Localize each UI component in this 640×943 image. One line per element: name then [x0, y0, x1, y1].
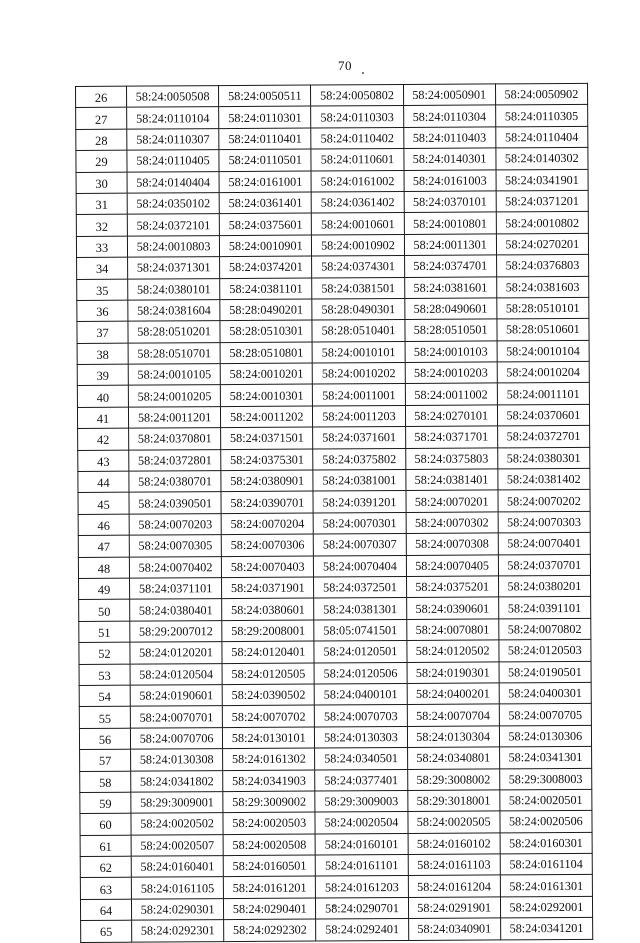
cadastral-number-cell: 58:05:0741501 [314, 619, 406, 641]
cadastral-number-cell: 58:24:0020507 [131, 834, 223, 856]
cadastral-number-cell: 58:24:0010204 [497, 361, 589, 383]
cadastral-number-cell: 58:24:0140404 [127, 171, 219, 193]
cadastral-number-cell: 58:24:0381604 [128, 300, 220, 322]
row-number: 56 [79, 728, 130, 750]
cadastral-number-cell: 58:24:0292001 [500, 896, 592, 918]
row-number: 59 [80, 792, 131, 814]
cadastral-number-cell: 58:24:0381301 [314, 598, 406, 620]
table-row [79, 618, 591, 643]
table-row [79, 704, 591, 729]
cadastral-number-cell: 58:24:0340501 [315, 748, 407, 770]
cadastral-number-cell: 58:24:0070802 [499, 618, 591, 640]
cadastral-number-cell: 58:24:0110305 [495, 105, 587, 127]
row-number: 31 [76, 193, 127, 215]
cadastral-number-cell: 58:24:0290401 [224, 898, 316, 920]
cadastral-number-cell: 58:24:0070705 [499, 704, 591, 726]
row-number: 40 [77, 386, 128, 408]
cadastral-number-cell: 58:24:0011203 [313, 405, 405, 427]
cadastral-number-cell: 58:24:0371301 [128, 257, 220, 279]
cadastral-number-cell: 58:24:0070202 [498, 490, 590, 512]
row-number: 54 [79, 685, 130, 707]
cadastral-number-cell: 58:24:0161103 [408, 854, 500, 876]
row-number: 30 [76, 172, 127, 194]
table-row [80, 789, 592, 814]
row-number: 37 [77, 321, 128, 343]
row-number: 48 [78, 557, 129, 579]
cadastral-number-cell: 58:29:3009002 [223, 791, 315, 813]
cadastral-number-cell: 58:24:0390701 [221, 491, 313, 513]
cadastral-number-cell: 58:28:0510201 [128, 321, 220, 343]
cadastral-number-cell: 58:24:0130306 [499, 725, 591, 747]
cadastral-number-cell: 58:24:0290301 [131, 898, 223, 920]
cadastral-number-cell: 58:24:0371701 [405, 426, 497, 448]
cadastral-number-cell: 58:24:0361401 [219, 192, 311, 214]
cadastral-number-cell: 58:24:0161101 [316, 855, 408, 877]
cadastral-number-cell: 58:24:0070702 [222, 705, 314, 727]
cadastral-number-cell: 58:24:0380601 [222, 598, 314, 620]
table-row [77, 319, 589, 344]
cadastral-number-cell: 58:24:0050511 [219, 85, 311, 107]
cadastral-number-cell: 58:24:0011002 [405, 383, 497, 405]
cadastral-number-cell: 58:24:0010105 [128, 364, 220, 386]
table-row [76, 190, 588, 215]
table-row [78, 490, 590, 515]
row-number: 29 [76, 150, 127, 172]
table-row [80, 832, 592, 857]
table-row [79, 682, 591, 707]
table-row [79, 575, 591, 600]
cadastral-number-cell: 58:24:0070308 [406, 533, 498, 555]
table-row [80, 875, 592, 900]
cadastral-number-cell: 58:24:0110104 [127, 107, 219, 129]
table-body [76, 83, 593, 942]
cadastral-number-cell: 58:24:0341903 [223, 770, 315, 792]
cadastral-number-cell: 58:24:0070204 [221, 513, 313, 535]
cadastral-number-cell: 58:24:0370601 [497, 404, 589, 426]
cadastral-number-cell: 58:24:0011202 [221, 406, 313, 428]
table-row [78, 554, 590, 579]
cadastral-number-cell: 58:24:0270101 [405, 405, 497, 427]
cadastral-number-cell: 58:24:0050802 [311, 84, 403, 106]
cadastral-number-cell: 58:24:0374201 [220, 256, 312, 278]
cadastral-number-cell: 58:24:0371201 [496, 190, 588, 212]
cadastral-number-cell: 58:24:0375301 [221, 449, 313, 471]
row-number: 57 [80, 749, 131, 771]
cadastral-number-cell: 58:24:0010803 [127, 235, 219, 257]
cadastral-number-cell: 58:24:0380201 [498, 575, 590, 597]
cadastral-number-cell: 58:24:0381101 [220, 278, 312, 300]
cadastral-number-cell: 58:24:0391201 [313, 491, 405, 513]
cadastral-number-cell: 58:24:0291901 [408, 897, 500, 919]
cadastral-number-cell: 58:28:0490601 [404, 298, 496, 320]
cadastral-number-cell: 58:24:0110401 [219, 128, 311, 150]
cadastral-number-cell: 58:24:0380901 [221, 470, 313, 492]
cadastral-number-cell: 58:24:0120505 [222, 663, 314, 685]
cadastral-number-cell: 58:24:0161203 [316, 876, 408, 898]
cadastral-number-cell: 58:24:0160501 [223, 855, 315, 877]
cadastral-number-cell: 58:24:0381601 [404, 276, 496, 298]
cadastral-number-cell: 58:24:0372501 [314, 576, 406, 598]
cadastral-number-cell: 58:24:0341201 [500, 918, 592, 940]
cadastral-number-cell: 58:24:0050902 [495, 83, 587, 105]
cadastral-number-cell: 58:24:0010101 [312, 341, 404, 363]
cadastral-number-cell: 58:24:0375601 [219, 213, 311, 235]
cadastral-number-cell: 58:24:0290701 [316, 897, 408, 919]
cadastral-number-cell: 58:24:0376803 [496, 254, 588, 276]
cadastral-number-cell: 58:24:0372101 [127, 214, 219, 236]
cadastral-number-cell: 58:24:0110303 [311, 106, 403, 128]
cadastral-number-cell: 58:29:3018001 [407, 790, 499, 812]
row-number: 27 [76, 108, 127, 130]
cadastral-number-cell: 58:24:0020506 [500, 811, 592, 833]
table-row [76, 233, 588, 258]
cadastral-number-cell: 58:29:3008003 [499, 768, 591, 790]
cadastral-number-cell: 58:24:0341301 [499, 746, 591, 768]
cadastral-number-cell: 58:24:0120504 [130, 663, 222, 685]
cadastral-number-cell: 58:24:0380701 [129, 471, 221, 493]
table-row [78, 511, 590, 536]
cadastral-number-cell: 58:29:3009003 [315, 790, 407, 812]
table-row [80, 811, 592, 836]
cadastral-number-cell: 58:24:0070801 [406, 619, 498, 641]
cadastral-number-cell: 58:24:0110304 [403, 105, 495, 127]
cadastral-number-table [75, 83, 593, 943]
cadastral-number-cell: 58:28:0490201 [220, 299, 312, 321]
cadastral-number-cell: 58:24:0161204 [408, 875, 500, 897]
cadastral-number-cell: 58:24:0010203 [405, 362, 497, 384]
cadastral-number-cell: 58:24:0375802 [313, 448, 405, 470]
row-number: 38 [77, 343, 128, 365]
cadastral-number-cell: 58:24:0070401 [498, 533, 590, 555]
cadastral-number-cell: 58:24:0130308 [131, 749, 223, 771]
cadastral-number-cell: 58:24:0161003 [404, 169, 496, 191]
table-row [77, 361, 589, 386]
cadastral-number-cell: 58:24:0375803 [405, 448, 497, 470]
cadastral-number-cell: 58:24:0381401 [405, 469, 497, 491]
cadastral-number-cell: 58:24:0070305 [129, 535, 221, 557]
cadastral-number-cell: 58:24:0130101 [223, 727, 315, 749]
row-number: 33 [76, 236, 127, 258]
cadastral-number-cell: 58:24:0020503 [223, 812, 315, 834]
row-number: 58 [80, 771, 131, 793]
cadastral-number-cell: 58:24:0120503 [499, 640, 591, 662]
row-number: 65 [81, 920, 132, 942]
cadastral-number-cell: 58:24:0375201 [406, 576, 498, 598]
cadastral-number-cell: 58:24:0011001 [313, 384, 405, 406]
cadastral-number-cell: 58:24:0372801 [129, 449, 221, 471]
table-row [77, 297, 589, 322]
cadastral-number-cell: 58:24:0371901 [222, 577, 314, 599]
cadastral-number-cell: 58:24:0340801 [407, 747, 499, 769]
table-row [79, 640, 591, 665]
cadastral-number-cell: 58:28:0510401 [312, 320, 404, 342]
cadastral-number-cell: 58:24:0010802 [496, 212, 588, 234]
table-row [76, 83, 588, 108]
row-number: 49 [79, 578, 130, 600]
row-number: 44 [78, 471, 129, 493]
cadastral-number-cell: 58:29:3009001 [131, 791, 223, 813]
row-number: 36 [77, 300, 128, 322]
table-row [77, 254, 589, 279]
row-number: 62 [80, 856, 131, 878]
page-number: 70 [338, 58, 352, 73]
row-number: 55 [79, 707, 130, 729]
cadastral-number-cell: 58:24:0010801 [404, 212, 496, 234]
cadastral-number-cell: 58:24:0020502 [131, 813, 223, 835]
cadastral-number-cell: 58:28:0510601 [497, 319, 589, 341]
table-row [77, 404, 589, 429]
cadastral-number-cell: 58:24:0070402 [129, 556, 221, 578]
row-number: 64 [80, 899, 131, 921]
cadastral-number-cell: 58:28:0510301 [220, 320, 312, 342]
cadastral-number-cell: 58:24:0160401 [131, 856, 223, 878]
cadastral-number-cell: 58:24:0010103 [405, 341, 497, 363]
cadastral-number-cell: 58:24:0050508 [127, 86, 219, 108]
cadastral-number-cell: 58:24:0110404 [496, 126, 588, 148]
cadastral-number-cell: 58:24:0050901 [403, 84, 495, 106]
row-number: 45 [78, 493, 129, 515]
cadastral-number-cell: 58:24:0350102 [127, 193, 219, 215]
row-number: 39 [77, 364, 128, 386]
cadastral-number-cell: 58:24:0381402 [498, 468, 590, 490]
cadastral-number-cell: 58:24:0110301 [219, 106, 311, 128]
cadastral-number-cell: 58:29:2007012 [130, 620, 222, 642]
row-number: 53 [79, 664, 130, 686]
cadastral-number-cell: 58:24:0070403 [222, 556, 314, 578]
cadastral-number-cell: 58:24:0161105 [131, 877, 223, 899]
cadastral-number-cell: 58:24:0070306 [221, 534, 313, 556]
cadastral-number-cell: 58:24:0120501 [314, 641, 406, 663]
row-number: 46 [78, 514, 129, 536]
cadastral-number-cell: 58:24:0370801 [129, 428, 221, 450]
cadastral-number-cell: 58:24:0010104 [497, 340, 589, 362]
cadastral-number-cell: 58:24:0400301 [499, 682, 591, 704]
cadastral-number-cell: 58:24:0010601 [312, 213, 404, 235]
cadastral-number-cell: 58:24:0010301 [221, 385, 313, 407]
cadastral-number-cell: 58:24:0377401 [315, 769, 407, 791]
scan-speck [362, 72, 364, 74]
table-row [79, 597, 591, 622]
cadastral-number-cell: 58:24:0390501 [129, 492, 221, 514]
cadastral-number-cell: 58:24:0361402 [312, 191, 404, 213]
cadastral-number-cell: 58:24:0010901 [220, 235, 312, 257]
cadastral-number-cell: 58:24:0011101 [497, 383, 589, 405]
cadastral-number-cell: 58:24:0070404 [314, 555, 406, 577]
cadastral-number-cell: 58:24:0011201 [128, 406, 220, 428]
table-row [76, 169, 588, 194]
cadastral-number-cell: 58:24:0070706 [130, 727, 222, 749]
cadastral-number-cell: 58:24:0270201 [496, 233, 588, 255]
table-row [76, 148, 588, 173]
cadastral-number-cell: 58:24:0070307 [314, 534, 406, 556]
cadastral-number-cell: 58:24:0120506 [314, 662, 406, 684]
cadastral-number-cell: 58:24:0371501 [221, 427, 313, 449]
row-number: 41 [77, 407, 128, 429]
cadastral-number-cell: 58:24:0020505 [408, 811, 500, 833]
cadastral-number-cell: 58:24:0070302 [406, 512, 498, 534]
cadastral-number-cell: 58:24:0120201 [130, 642, 222, 664]
cadastral-number-cell: 58:24:0371601 [313, 427, 405, 449]
table-row [79, 661, 591, 686]
cadastral-number-cell: 58:29:3008002 [407, 768, 499, 790]
row-number: 63 [80, 878, 131, 900]
table-row [78, 468, 590, 493]
cadastral-number-cell: 58:24:0010201 [220, 363, 312, 385]
cadastral-number-cell: 58:24:0400201 [407, 683, 499, 705]
cadastral-number-cell: 58:24:0110501 [219, 149, 311, 171]
cadastral-number-cell: 58:24:0120502 [406, 640, 498, 662]
cadastral-number-cell: 58:24:0381603 [496, 276, 588, 298]
table-row [76, 126, 588, 151]
cadastral-number-cell: 58:24:0140301 [403, 148, 495, 170]
row-number: 52 [79, 642, 130, 664]
cadastral-number-cell: 58:24:0010202 [313, 363, 405, 385]
table-row [77, 276, 589, 301]
cadastral-number-cell: 58:24:0110403 [403, 127, 495, 149]
cadastral-number-cell: 58:28:0510501 [404, 319, 496, 341]
cadastral-number-cell: 58:24:0110601 [311, 149, 403, 171]
table-row [76, 105, 588, 130]
table-row [78, 426, 590, 451]
table-row [77, 383, 589, 408]
cadastral-number-cell: 58:24:0374701 [404, 255, 496, 277]
cadastral-number-cell: 58:24:0381501 [312, 277, 404, 299]
cadastral-number-cell: 58:24:0380301 [497, 447, 589, 469]
cadastral-number-cell: 58:24:0161301 [500, 875, 592, 897]
cadastral-number-cell: 58:24:0070203 [129, 513, 221, 535]
row-number: 43 [78, 450, 129, 472]
cadastral-number-cell: 58:24:0370701 [498, 554, 590, 576]
cadastral-number-cell: 58:24:0070704 [407, 704, 499, 726]
cadastral-number-cell: 58:24:0070201 [406, 490, 498, 512]
table-row [80, 896, 592, 921]
cadastral-number-cell: 58:24:0380101 [128, 278, 220, 300]
table-row [79, 725, 591, 750]
cadastral-number-cell: 58:24:0160102 [408, 833, 500, 855]
table-row [81, 918, 593, 943]
cadastral-number-cell: 58:24:0160101 [315, 833, 407, 855]
row-number: 50 [79, 600, 130, 622]
cadastral-number-cell: 58:24:0380401 [130, 599, 222, 621]
cadastral-number-cell: 58:24:0010205 [128, 385, 220, 407]
row-number: 35 [77, 279, 128, 301]
cadastral-number-cell: 58:24:0292401 [316, 919, 408, 941]
cadastral-number-cell: 58:29:2008001 [222, 620, 314, 642]
cadastral-number-cell: 58:24:0370101 [404, 191, 496, 213]
cadastral-number-cell: 58:24:0020504 [315, 812, 407, 834]
cadastral-number-cell: 58:24:0070303 [498, 511, 590, 533]
cadastral-number-cell: 58:24:0020508 [223, 834, 315, 856]
cadastral-number-cell: 58:24:0341901 [496, 169, 588, 191]
cadastral-number-cell: 58:24:0372701 [497, 426, 589, 448]
cadastral-number-cell: 58:24:0161302 [223, 748, 315, 770]
cadastral-number-cell: 58:24:0110307 [127, 128, 219, 150]
cadastral-number-cell: 58:24:0391101 [498, 597, 590, 619]
cadastral-number-cell: 58:24:0070703 [315, 705, 407, 727]
row-number: 47 [78, 535, 129, 557]
cadastral-number-cell: 58:24:0110402 [311, 127, 403, 149]
cadastral-number-cell: 58:24:0374301 [312, 256, 404, 278]
table-row [80, 768, 592, 793]
cadastral-number-cell: 58:24:0340901 [408, 918, 500, 940]
cadastral-number-cell: 58:24:0381001 [313, 470, 405, 492]
cadastral-number-cell: 58:24:0160301 [500, 832, 592, 854]
cadastral-number-cell: 58:24:0292301 [132, 920, 224, 942]
row-number: 51 [79, 621, 130, 643]
cadastral-number-cell: 58:28:0510701 [128, 342, 220, 364]
table-row [80, 746, 592, 771]
row-number: 61 [80, 835, 131, 857]
table-row [76, 212, 588, 237]
cadastral-number-cell: 58:24:0011301 [404, 234, 496, 256]
table-row [80, 853, 592, 878]
cadastral-number-cell: 58:24:0020501 [500, 789, 592, 811]
cadastral-number-cell: 58:24:0390601 [406, 597, 498, 619]
cadastral-number-cell: 58:24:0130303 [315, 726, 407, 748]
row-number: 34 [77, 257, 128, 279]
cadastral-number-cell: 58:24:0010902 [312, 234, 404, 256]
cadastral-number-cell: 58:28:0510101 [497, 297, 589, 319]
cadastral-number-cell: 58:24:0070701 [130, 706, 222, 728]
cadastral-number-cell: 58:24:0190501 [499, 661, 591, 683]
table-row [78, 533, 590, 558]
cadastral-number-cell: 58:24:0371101 [130, 578, 222, 600]
cadastral-number-cell: 58:24:0120401 [222, 641, 314, 663]
cadastral-number-cell: 58:28:0490301 [312, 298, 404, 320]
cadastral-number-cell: 58:24:0070301 [313, 512, 405, 534]
cadastral-number-cell: 58:28:0510801 [220, 342, 312, 364]
cadastral-number-cell: 58:24:0161104 [500, 853, 592, 875]
cadastral-number-cell: 58:24:0070405 [406, 555, 498, 577]
cadastral-number-cell: 58:24:0130304 [407, 726, 499, 748]
row-number: 60 [80, 813, 131, 835]
row-number: 28 [76, 129, 127, 151]
cadastral-number-cell: 58:24:0292302 [224, 919, 316, 941]
cadastral-number-cell: 58:24:0161002 [311, 170, 403, 192]
cadastral-number-cell: 58:24:0140302 [496, 148, 588, 170]
cadastral-number-cell: 58:24:0390502 [222, 684, 314, 706]
table-row [77, 340, 589, 365]
cadastral-number-cell: 58:24:0110405 [127, 150, 219, 172]
cadastral-number-cell: 58:24:0400101 [315, 683, 407, 705]
cadastral-number-cell: 58:24:0161001 [219, 171, 311, 193]
row-number: 42 [78, 428, 129, 450]
table-row [78, 447, 590, 472]
cadastral-number-cell: 58:24:0190301 [407, 661, 499, 683]
row-number: 32 [76, 215, 127, 237]
cadastral-number-cell: 58:24:0341802 [131, 770, 223, 792]
row-number: 26 [76, 86, 127, 108]
cadastral-number-cell: 58:24:0190601 [130, 685, 222, 707]
cadastral-number-cell: 58:24:0161201 [224, 876, 316, 898]
